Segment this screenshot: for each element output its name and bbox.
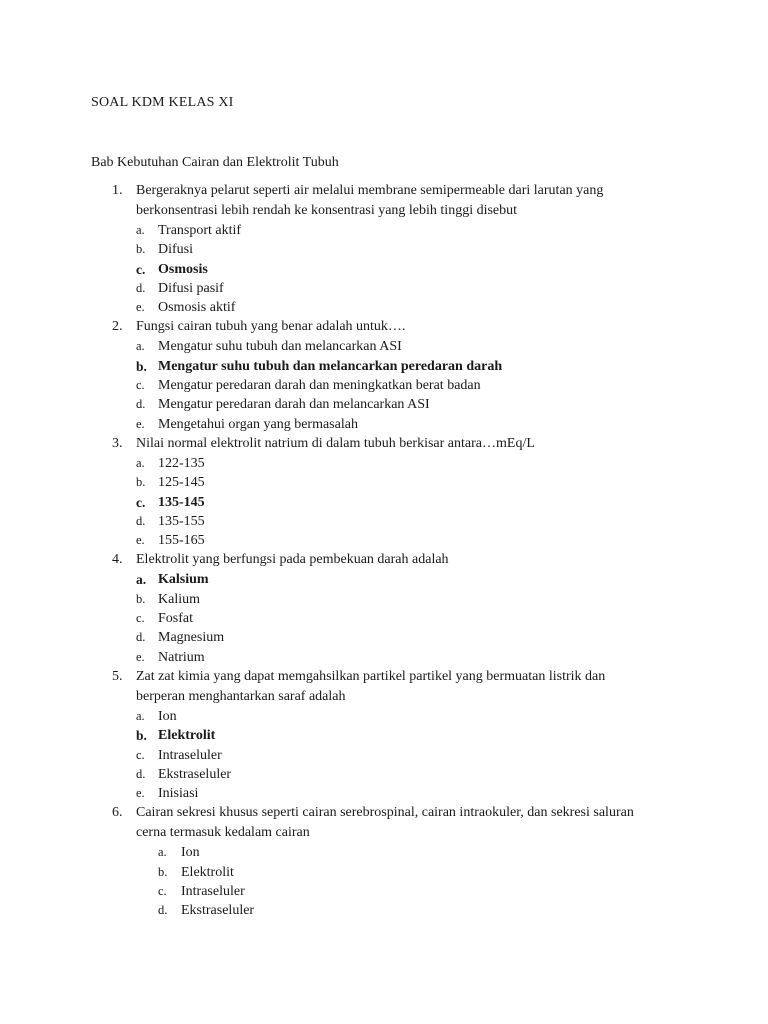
- option-letter: e.: [136, 649, 145, 664]
- answer-option-correct: [91, 260, 691, 279]
- answer-option: [91, 882, 691, 901]
- chapter-heading: Bab Kebutuhan Cairan dan Elektrolit Tubuh: [91, 155, 339, 170]
- answer-options: [91, 843, 691, 920]
- option-text: Natrium: [158, 649, 205, 665]
- question-3: [91, 434, 691, 550]
- option-text: Fosfat: [158, 611, 193, 627]
- question-2: [91, 317, 691, 433]
- option-text: Difusi pasif: [158, 280, 224, 296]
- question-text-line: Fungsi cairan tubuh yang benar adalah untuk….: [136, 319, 406, 335]
- option-letter: b.: [136, 358, 147, 374]
- option-text: Mengatur peredaran darah dan melancarkan ASI: [158, 397, 430, 413]
- option-text: Ekstraseluler: [158, 766, 232, 782]
- option-text: Ekstraseluler: [181, 903, 255, 919]
- question-text: [136, 434, 691, 454]
- answer-option: [91, 590, 691, 609]
- option-text: Kalium: [158, 591, 200, 607]
- option-letter: e.: [136, 533, 145, 548]
- question-text-line: Nilai normal elektrolit natrium di dalam tubuh berkisar antara…mEq/L: [136, 435, 535, 451]
- option-text: Inisiasi: [158, 786, 199, 802]
- answer-option-correct: [91, 570, 691, 589]
- question-text-line: cerna termasuk kedalam cairan: [136, 825, 310, 841]
- option-letter: e.: [136, 416, 145, 431]
- answer-option: [91, 279, 691, 298]
- question-5: [91, 667, 691, 803]
- option-letter: d.: [136, 280, 146, 295]
- option-text: Intraseluler: [181, 884, 245, 900]
- answer-option: [91, 648, 691, 667]
- option-letter: c.: [136, 611, 145, 626]
- question-text-line: berkonsentrasi lebih rendah ke konsentrasi yang lebih tinggi disebut: [136, 203, 518, 218]
- answer-option: [91, 512, 691, 531]
- question-text: [136, 181, 691, 221]
- answer-option: [91, 746, 691, 765]
- option-letter: d.: [136, 766, 146, 781]
- answer-option: [91, 298, 691, 317]
- question-text-line: Elektrolit yang berfungsi pada pembekuan darah adalah: [136, 552, 449, 568]
- option-letter: d.: [136, 397, 146, 412]
- answer-option: [91, 415, 691, 434]
- answer-option: [91, 901, 691, 920]
- option-letter: a.: [136, 455, 145, 470]
- option-letter: a.: [136, 572, 147, 588]
- answer-option: [91, 395, 691, 414]
- answer-option: [91, 609, 691, 628]
- answer-option: [91, 707, 691, 726]
- option-letter: a.: [136, 708, 145, 723]
- answer-option: [91, 337, 691, 356]
- option-letter: d.: [136, 513, 146, 528]
- option-letter: a.: [136, 223, 145, 237]
- option-letter: e.: [136, 300, 145, 315]
- answer-option: [91, 376, 691, 395]
- document-title: SOAL KDM KELAS XI: [91, 95, 234, 110]
- option-letter: c.: [136, 378, 145, 393]
- option-letter: c.: [136, 261, 146, 277]
- option-text: Ion: [181, 845, 200, 861]
- question-text-line: Zat zat kimia yang dapat memgahsilkan partikel partikel yang bermuatan listrik dan: [136, 668, 606, 684]
- option-letter: b.: [136, 591, 146, 606]
- question-4: [91, 550, 691, 666]
- option-text: 135-145: [158, 494, 205, 510]
- option-text: Intraseluler: [158, 747, 222, 763]
- answer-option-correct: [91, 357, 691, 376]
- option-text: Mengetahui organ yang bermasalah: [158, 416, 358, 432]
- option-letter: b.: [136, 475, 146, 490]
- question-number: 4.: [112, 552, 123, 568]
- answer-options: [91, 454, 691, 550]
- option-text: Mengatur suhu tubuh dan melancarkan ASI: [158, 339, 402, 355]
- option-text: 122-135: [158, 455, 205, 471]
- question-text: [136, 317, 691, 337]
- option-letter: d.: [136, 630, 146, 645]
- option-letter: b.: [136, 728, 147, 744]
- option-text: Osmosis: [158, 261, 208, 277]
- option-text: Magnesium: [158, 630, 225, 646]
- question-number: 3.: [112, 435, 123, 451]
- option-letter: b.: [136, 242, 146, 257]
- option-text: Elektrolit: [158, 728, 216, 744]
- answer-options: [91, 570, 691, 666]
- option-text: Ion: [158, 708, 177, 724]
- option-letter: e.: [136, 786, 145, 801]
- answer-option: [91, 784, 691, 803]
- answer-option: [91, 473, 691, 492]
- question-text: [136, 667, 691, 707]
- answer-options: [91, 707, 691, 803]
- answer-options: [91, 337, 691, 433]
- question-text: [136, 550, 691, 570]
- option-letter: d.: [158, 903, 168, 918]
- option-text: 135-155: [158, 513, 205, 529]
- option-text: Mengatur peredaran darah dan meningkatkan berat badan: [158, 378, 481, 394]
- answer-option: [91, 765, 691, 784]
- answer-option: [91, 863, 691, 882]
- option-text: Mengatur suhu tubuh dan melancarkan peredaran darah: [158, 358, 503, 374]
- option-text: Osmosis aktif: [158, 300, 236, 316]
- option-letter: c.: [158, 884, 167, 899]
- question-text-line: Cairan sekresi khusus seperti cairan serebrospinal, cairan intraokuler, dan sekresi saluran: [136, 805, 634, 821]
- question-number: 6.: [112, 805, 123, 821]
- answer-option: [91, 628, 691, 647]
- option-letter: b.: [158, 864, 168, 879]
- option-text: Kalsium: [158, 572, 209, 588]
- question-number: 2.: [112, 319, 123, 335]
- answer-option: [91, 843, 691, 862]
- question-1: [91, 181, 691, 317]
- answer-options: [91, 221, 691, 317]
- answer-option: [91, 221, 691, 240]
- question-6: [91, 803, 691, 920]
- question-number: 5.: [112, 668, 123, 684]
- option-text: 125-145: [158, 475, 205, 491]
- option-text: Elektrolit: [181, 864, 234, 880]
- option-letter: c.: [136, 494, 146, 510]
- option-text: Transport aktif: [158, 223, 242, 238]
- answer-option-correct: [91, 493, 691, 512]
- answer-option: [91, 531, 691, 550]
- answer-option: [91, 454, 691, 473]
- answer-option-correct: [91, 726, 691, 745]
- option-letter: c.: [136, 747, 145, 762]
- option-text: 155-165: [158, 533, 205, 549]
- answer-option: [91, 240, 691, 259]
- question-text: [136, 803, 691, 843]
- question-text-line: Bergeraknya pelarut seperti air melalui membrane semipermeable dari larutan yang: [136, 183, 604, 198]
- option-text: Difusi: [158, 242, 193, 258]
- question-list: [91, 181, 691, 921]
- question-number: 1.: [112, 183, 123, 198]
- option-letter: a.: [158, 845, 167, 860]
- option-letter: a.: [136, 339, 145, 354]
- question-text-line: berperan menghantarkan saraf adalah: [136, 688, 346, 704]
